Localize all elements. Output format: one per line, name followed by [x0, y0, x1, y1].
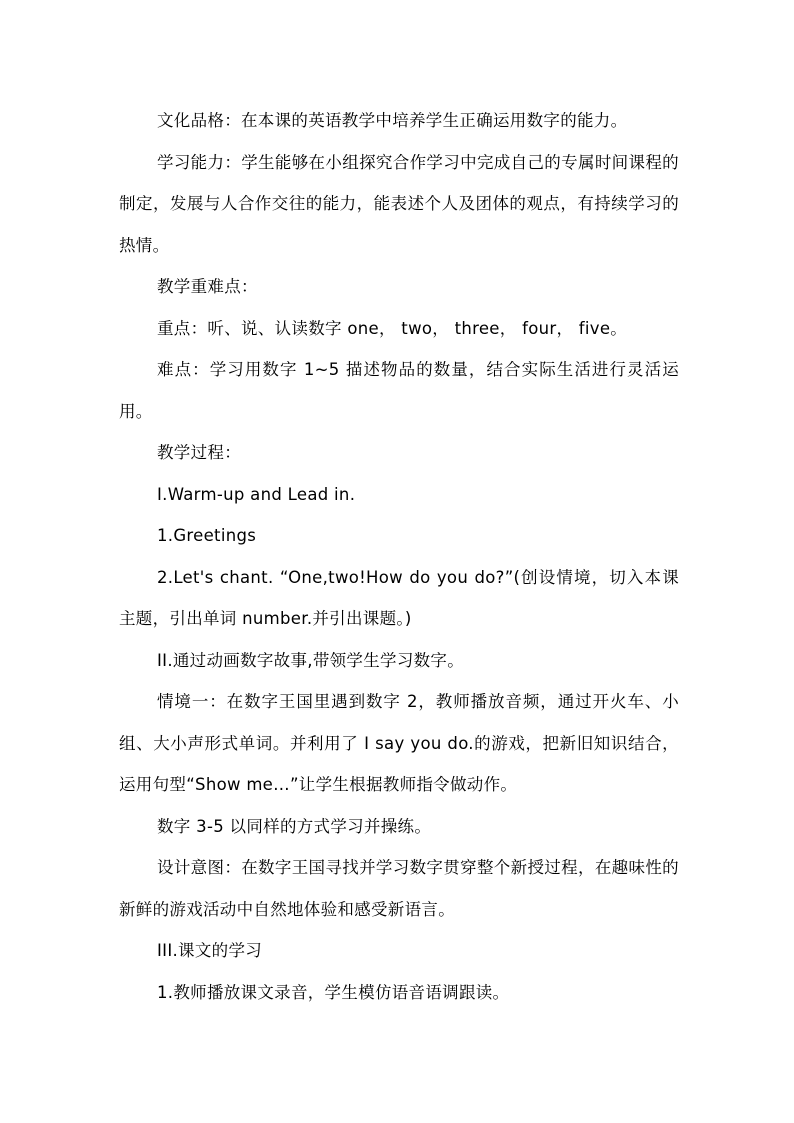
paragraph-cultural-character: 文化品格：在本课的英语教学中培养学生正确运用数字的能力。: [157, 111, 628, 130]
paragraph-key-point: 重点：听、说、认读数字 one， two， three， four， five。: [157, 318, 628, 338]
paragraph-design-intent: 设计意图：在数字王国寻找并学习数字贯穿整个新授过程，在趣味性的新鲜的游戏活动中自然地体验和感受新语言。: [119, 858, 679, 919]
section-warm-up: I.Warm-up and Lead in.: [157, 484, 356, 504]
section-text-study: III.课文的学习: [157, 941, 263, 960]
step-greetings: 1.Greetings: [157, 526, 257, 545]
section-number-story: II.通过动画数字故事,带领学生学习数字。: [157, 650, 465, 670]
paragraph-numbers-3-5: 数字 3-5 以同样的方式学习并操练。: [157, 816, 432, 836]
step-chant: 2.Let's chant. “One,two!How do you do?”(创设情境，切入本课主题，引出单词 number.并引出课题。): [119, 567, 679, 628]
step-play-recording: 1.教师播放课文录音，学生模仿语音语调跟读。: [157, 982, 510, 1002]
paragraph-difficult-point: 难点：学习用数字 1~5 描述物品的数量，结合实际生活进行灵活运用。: [119, 360, 679, 421]
document-body: [119, 100, 679, 1013]
paragraph-learning-ability: 学习能力：学生能够在小组探究合作学习中完成自己的专属时间课程的制定，发展与人合作交往的能力，能表述个人及团体的观点，有持续学习的热情。: [119, 152, 679, 255]
heading-key-points: 教学重难点：: [157, 277, 258, 296]
paragraph-scenario-one: 情境一：在数字王国里遇到数字 2，教师播放音频，通过开火车、小组、大小声形式单词。并利用了 I say you do.的游戏，把新旧知识结合，运用句型“Show me…”让学生根据教师指令做动作。: [119, 692, 679, 794]
heading-teaching-process: 教学过程：: [157, 443, 241, 462]
